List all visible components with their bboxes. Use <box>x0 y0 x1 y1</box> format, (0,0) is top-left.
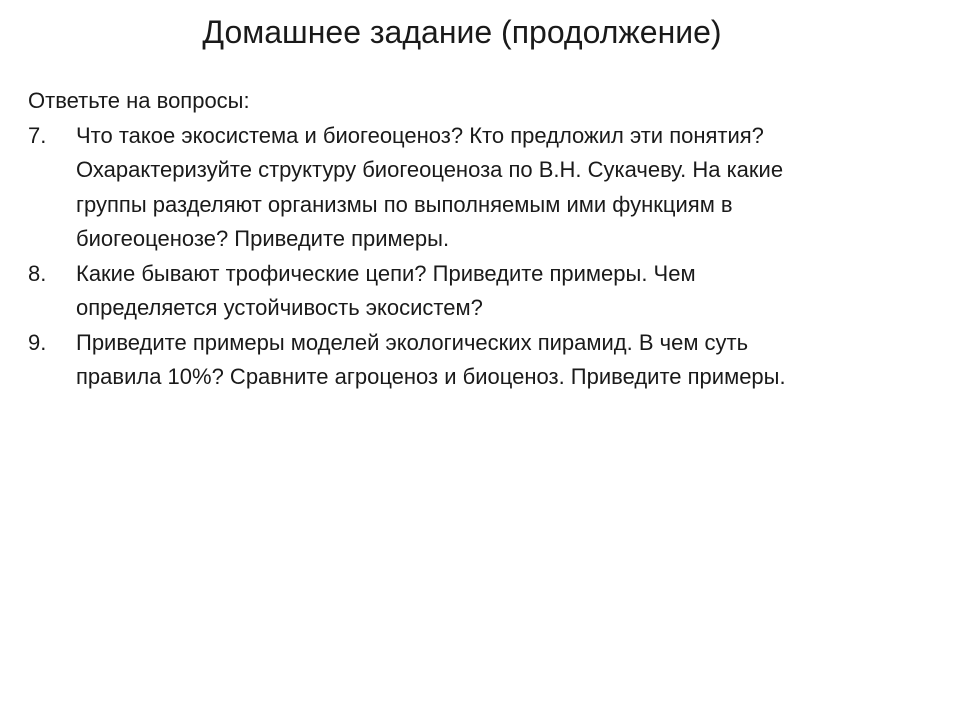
question-item-7 <box>28 119 948 257</box>
question-line: Что такое экосистема и биогеоценоз? Кто предложил эти понятия? <box>76 122 764 148</box>
question-list <box>28 119 948 395</box>
question-number: 7. <box>28 122 47 148</box>
question-line: Какие бывают трофические цепи? Приведите примеры. Чем <box>76 260 696 286</box>
question-line: биогеоценозе? Приведите примеры. <box>76 226 450 251</box>
slide-title: Домашнее задание (продолжение) <box>202 14 722 50</box>
slide-content <box>28 84 948 395</box>
question-line: правила 10%? Сравните агроценоз и биоценоз. Приведите примеры. <box>76 364 786 389</box>
intro-text: Ответьте на вопросы: <box>28 88 250 113</box>
question-line: группы разделяют организмы по выполняемым ими функциям в <box>76 191 733 217</box>
question-number: 9. <box>28 329 47 355</box>
question-number: 8. <box>28 260 47 286</box>
question-line: определяется устойчивость экосистем? <box>76 295 483 320</box>
question-item-9 <box>28 326 948 395</box>
question-line: Охарактеризуйте структуру биогеоценоза по В.Н. Сукачеву. На какие <box>76 157 784 182</box>
question-item-8 <box>28 257 948 326</box>
question-line: Приведите примеры моделей экологических пирамид. В чем суть <box>76 329 749 355</box>
